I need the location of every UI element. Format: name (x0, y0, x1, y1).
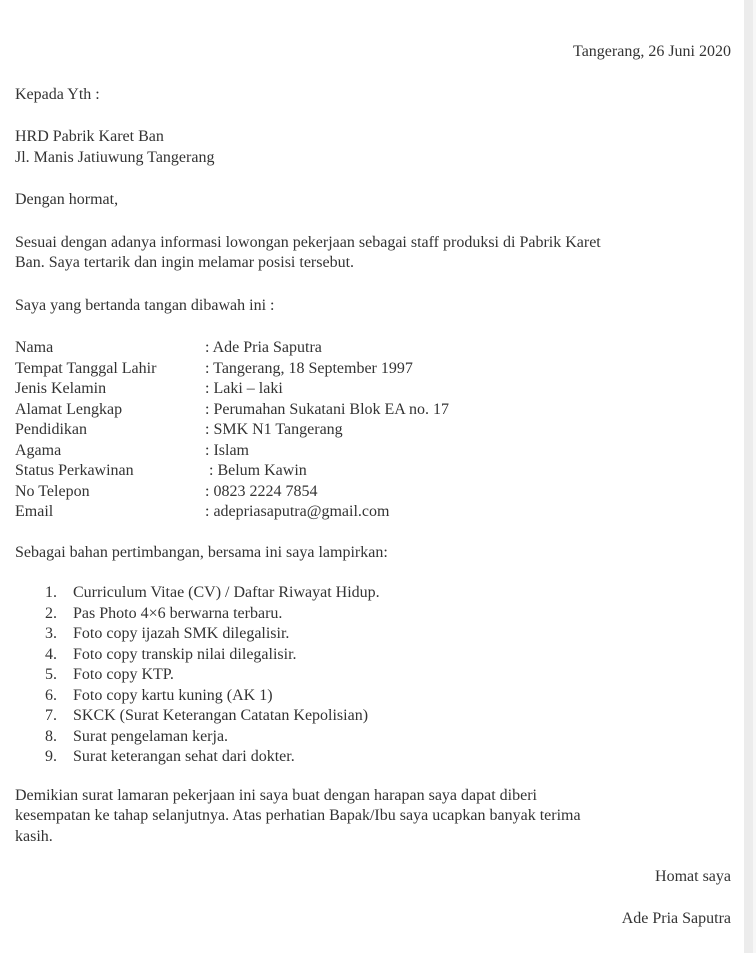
attachment-number: 2. (45, 604, 57, 622)
detail-label: Tempat Tanggal Lahir (15, 359, 157, 377)
attachment-number: 6. (45, 686, 57, 704)
attachments-intro: Sebagai bahan pertimbangan, bersama ini saya lampirkan: (15, 543, 388, 561)
detail-label: Agama (15, 441, 62, 459)
attachment-number: 9. (45, 748, 57, 765)
closing-line: Demikian surat lamaran pekerjaan ini saya buat dengan harapan saya dapat diberi (15, 786, 537, 804)
detail-row (15, 359, 731, 380)
intro-paragraph (15, 233, 731, 274)
detail-value: : SMK N1 Tangerang (205, 421, 343, 438)
attachment-item (15, 747, 731, 768)
attachment-text: Curriculum Vitae (CV) / Daftar Riwayat Hidup. (73, 584, 380, 601)
attachment-item (15, 686, 731, 707)
detail-row (15, 502, 731, 523)
detail-value: : Islam (205, 441, 249, 459)
detail-row (15, 420, 731, 441)
right-gutter (744, 0, 756, 953)
attachment-item (15, 727, 731, 748)
recipient-line: HRD Pabrik Karet Ban (15, 128, 164, 145)
attachment-text: Surat keterangan sehat dari dokter. (73, 748, 295, 765)
attachment-number: 8. (45, 727, 57, 745)
intro-line: Sesuai dengan adanya informasi lowongan pekerjaan sebagai staff produksi di Pabrik Karet (15, 233, 601, 251)
attachment-number: 4. (45, 645, 57, 663)
attachments-list (15, 583, 731, 768)
attachment-text: SKCK (Surat Keterangan Catatan Kepolisian) (73, 707, 369, 724)
detail-label: No Telepon (15, 482, 90, 500)
salutation: Kepada Yth : (15, 85, 100, 103)
detail-label: Nama (15, 339, 54, 356)
date-line: Tangerang, 26 Juni 2020 (573, 43, 731, 60)
attachment-number: 3. (45, 625, 57, 642)
detail-value: : Laki – laki (205, 380, 283, 397)
greeting: Dengan hormat, (15, 191, 119, 208)
detail-row (15, 379, 731, 400)
signature-name: Ade Pria Saputra (621, 909, 731, 927)
detail-value: : adepriasaputra@gmail.com (205, 503, 390, 520)
recipient-address (15, 127, 731, 168)
attachment-item (15, 665, 731, 686)
detail-label: Pendidikan (15, 421, 87, 438)
detail-row (15, 441, 731, 462)
closing-line: kesempatan ke tahap selanjutnya. Atas perhatian Bapak/Ibu saya ucapkan banyak terima (15, 807, 581, 824)
declaration-line: Saya yang bertanda tangan dibawah ini : (15, 296, 275, 314)
personal-details (15, 338, 731, 523)
detail-value: : Tangerang, 18 September 1997 (205, 359, 413, 377)
detail-row (15, 338, 731, 359)
closing-paragraph (15, 786, 731, 848)
attachment-number: 1. (45, 584, 57, 601)
attachment-text: Foto copy ijazah SMK dilegalisir. (73, 625, 290, 642)
attachment-item (15, 604, 731, 625)
attachment-text: Foto copy transkip nilai dilegalisir. (73, 645, 297, 663)
attachment-number: 7. (45, 707, 57, 724)
detail-row (15, 400, 731, 421)
detail-value: : Ade Pria Saputra (205, 339, 322, 356)
attachment-text: Surat pengelaman kerja. (73, 727, 229, 745)
detail-label: Jenis Kelamin (15, 380, 107, 397)
attachment-item (15, 624, 731, 645)
attachment-text: Foto copy KTP. (73, 666, 174, 683)
detail-value: : Perumahan Sukatani Blok EA no. 17 (205, 400, 449, 418)
detail-label: Email (15, 503, 54, 520)
attachment-text: Foto copy kartu kuning (AK 1) (73, 686, 273, 704)
detail-row (15, 482, 731, 503)
right-gutter-strip (744, 0, 753, 953)
attachment-item (15, 583, 731, 604)
detail-label: Status Perkawinan (15, 462, 134, 479)
signoff: Homat saya (655, 868, 731, 885)
attachment-item (15, 645, 731, 666)
intro-line: Ban. Saya tertarik dan ingin melamar posisi tersebut. (15, 254, 355, 271)
detail-label: Alamat Lengkap (15, 400, 123, 418)
attachment-number: 5. (45, 666, 57, 683)
detail-value: : Belum Kawin (205, 462, 307, 479)
detail-row (15, 461, 731, 482)
attachment-text: Pas Photo 4×6 berwarna terbaru. (73, 604, 283, 622)
detail-value: : 0823 2224 7854 (205, 482, 318, 500)
closing-line: kasih. (15, 827, 53, 845)
attachment-item (15, 706, 731, 727)
recipient-line: Jl. Manis Jatiuwung Tangerang (15, 148, 215, 166)
